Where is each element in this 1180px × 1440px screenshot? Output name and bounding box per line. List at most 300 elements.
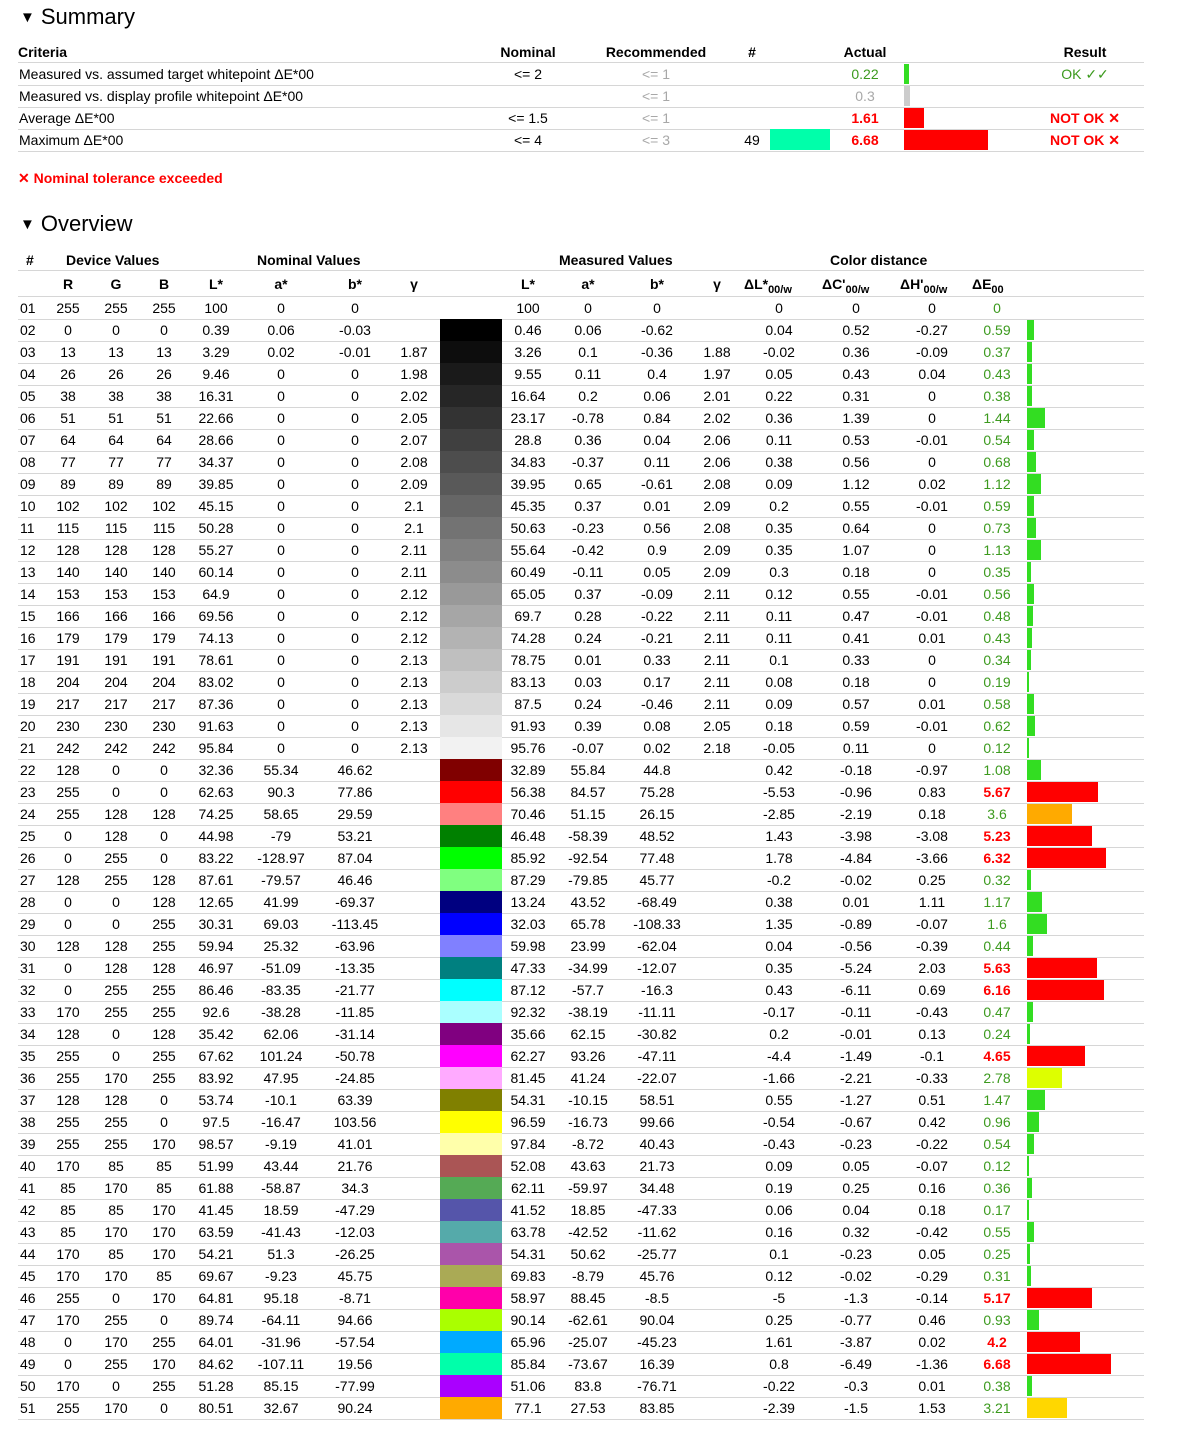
measured-L-cell: 74.28 — [510, 630, 546, 646]
delta-C-cell: -4.84 — [840, 850, 872, 866]
measured-b-cell: 0.17 — [643, 674, 671, 690]
measured-b-cell: 0.9 — [647, 542, 667, 558]
g-cell: 255 — [104, 1312, 128, 1328]
delta-L-cell: 0.11 — [765, 630, 793, 646]
summary-actual-cell: 6.68 — [851, 132, 879, 148]
summary-heading[interactable] — [20, 4, 135, 31]
table-row — [18, 1331, 1144, 1354]
delta-E-cell: 0.43 — [983, 630, 1011, 646]
table-row — [18, 1155, 1144, 1178]
delta-e-bar — [1027, 650, 1031, 670]
g-cell: 166 — [104, 608, 128, 624]
measured-L-cell: 85.92 — [510, 850, 546, 866]
b-cell: 85 — [156, 1158, 172, 1174]
delta-C-cell: -0.23 — [840, 1246, 872, 1262]
delta-e-bar — [1027, 1222, 1034, 1242]
nominal-L-cell: 60.14 — [198, 564, 234, 580]
color-patch-swatch — [440, 1331, 502, 1353]
nominal-a-cell: 25.32 — [263, 938, 299, 954]
color-patch-swatch — [440, 1111, 502, 1133]
nominal-L-cell: 28.66 — [198, 432, 234, 448]
measured-a-cell: -38.19 — [568, 1004, 608, 1020]
delta-E-cell: 0 — [993, 300, 1001, 316]
r-cell: 128 — [56, 938, 80, 954]
nominal-a-cell: 0 — [277, 718, 285, 734]
color-patch-swatch — [440, 297, 502, 319]
measured-b-cell: 45.76 — [639, 1268, 675, 1284]
measured-L-cell: 46.48 — [510, 828, 546, 844]
measured-a-cell: 65.78 — [570, 916, 606, 932]
nominal-b-cell: -8.71 — [339, 1290, 371, 1306]
nominal-gamma-cell: 2.1 — [404, 520, 424, 536]
r-cell: 128 — [56, 542, 80, 558]
measured-a-cell: -62.61 — [568, 1312, 608, 1328]
delta-L-cell: 0.08 — [765, 674, 793, 690]
delta-L-cell: 1.35 — [765, 916, 793, 932]
measured-b-cell: -108.33 — [633, 916, 681, 932]
measured-gamma-cell: 2.06 — [703, 432, 731, 448]
delta-H-cell: 0 — [928, 652, 936, 668]
nominal-b-cell: -0.03 — [339, 322, 371, 338]
nominal-a-cell: -107.11 — [257, 1356, 305, 1372]
nominal-L-cell: 35.42 — [198, 1026, 234, 1042]
delta-e-bar — [1027, 1332, 1080, 1352]
g-cell: 0 — [112, 894, 120, 910]
nominal-L-cell: 78.61 — [198, 652, 234, 668]
g-cell: 255 — [104, 300, 128, 316]
measured-gamma-cell: 2.09 — [703, 542, 731, 558]
delta-C-cell: 0.01 — [842, 894, 870, 910]
delta-E-cell: 0.12 — [983, 740, 1011, 756]
color-patch-swatch — [440, 517, 502, 539]
delta-e-bar — [1027, 1002, 1033, 1022]
delta-C-cell: -0.18 — [840, 762, 872, 778]
r-cell: 0 — [64, 1356, 72, 1372]
r-cell: 128 — [56, 762, 80, 778]
measured-b-cell: -0.22 — [641, 608, 673, 624]
delta-E-cell: 4.65 — [983, 1048, 1011, 1064]
measured-L-cell: 45.35 — [510, 498, 546, 514]
color-patch-swatch — [440, 1045, 502, 1067]
nominal-b-cell: 0 — [351, 608, 359, 624]
delta-L-cell: 0.11 — [765, 432, 793, 448]
measured-L-cell: 87.5 — [514, 696, 542, 712]
summary-title: Summary — [40, 4, 135, 29]
color-patch-swatch — [440, 825, 502, 847]
nominal-b-cell: 0 — [351, 542, 359, 558]
measured-L-cell: 92.32 — [510, 1004, 546, 1020]
delta-L-cell: 0.38 — [765, 894, 793, 910]
nominal-a-cell: -9.23 — [265, 1268, 297, 1284]
summary-actual-cell: 0.3 — [855, 88, 875, 104]
nominal-b-cell: 0 — [351, 564, 359, 580]
column-header-label: ΔH' — [900, 276, 924, 292]
g-cell: 0 — [112, 1290, 120, 1306]
delta-H-cell: 2.03 — [918, 960, 946, 976]
measured-L-cell: 9.55 — [514, 366, 542, 382]
delta-e-bar — [1027, 1046, 1085, 1066]
nominal-a-cell: 0 — [277, 366, 285, 382]
table-row — [18, 1353, 1144, 1376]
summary-header-count: # — [748, 44, 756, 60]
g-cell: 217 — [104, 696, 128, 712]
measured-b-cell: 34.48 — [639, 1180, 675, 1196]
delta-e-bar — [1027, 1266, 1031, 1286]
delta-L-cell: -2.39 — [763, 1400, 795, 1416]
measured-L-cell: 16.64 — [510, 388, 546, 404]
delta-E-cell: 3.21 — [983, 1400, 1011, 1416]
delta-L-cell: 0.06 — [765, 1202, 793, 1218]
b-cell: 255 — [152, 916, 176, 932]
nominal-b-cell: 0 — [351, 740, 359, 756]
delta-L-cell: 0.55 — [765, 1092, 793, 1108]
delta-C-cell: -0.96 — [840, 784, 872, 800]
table-row — [18, 627, 1144, 650]
column-header-label: ΔC' — [822, 276, 846, 292]
measured-gamma-cell: 2.11 — [703, 696, 731, 712]
nominal-b-cell: 45.75 — [337, 1268, 373, 1284]
measured-b-cell: 45.77 — [639, 872, 675, 888]
g-cell: 13 — [108, 344, 124, 360]
g-cell: 255 — [104, 1136, 128, 1152]
nominal-gamma-cell: 2.12 — [400, 630, 428, 646]
delta-e-bar — [1027, 870, 1031, 890]
delta-C-cell: -6.49 — [840, 1356, 872, 1372]
measured-a-cell: -42.52 — [568, 1224, 608, 1240]
delta-e-bar — [1027, 980, 1104, 1000]
nominal-a-cell: -83.35 — [261, 982, 301, 998]
measured-b-cell: -76.71 — [637, 1378, 677, 1394]
measured-a-cell: -73.67 — [568, 1356, 608, 1372]
measured-a-cell: 0.2 — [578, 388, 598, 404]
g-cell: 0 — [112, 762, 120, 778]
measured-b-cell: -11.62 — [637, 1224, 677, 1240]
delta-H-cell: 0 — [928, 410, 936, 426]
color-patch-swatch — [440, 1199, 502, 1221]
b-cell: 0 — [160, 1114, 168, 1130]
index-cell: 27 — [20, 872, 36, 888]
table-row — [18, 825, 1144, 848]
table-row — [18, 451, 1144, 474]
table-row — [18, 1397, 1144, 1420]
nominal-b-cell: -12.03 — [335, 1224, 375, 1240]
g-cell: 170 — [104, 1268, 128, 1284]
delta-e-bar — [1027, 716, 1035, 736]
delta-L-cell: 0.09 — [765, 1158, 793, 1174]
nominal-a-cell: 0 — [277, 410, 285, 426]
measured-b-cell: 0 — [653, 300, 661, 316]
index-cell: 26 — [20, 850, 36, 866]
table-row — [18, 671, 1144, 694]
g-cell: 170 — [104, 1224, 128, 1240]
measured-a-cell: 0.03 — [574, 674, 602, 690]
b-cell: 255 — [152, 938, 176, 954]
b-cell: 255 — [152, 1334, 176, 1350]
delta-L-cell: 0.35 — [765, 542, 793, 558]
collapse-triangle-icon[interactable]: ▼ — [20, 216, 35, 233]
delta-H-cell: 0.51 — [918, 1092, 946, 1108]
index-cell: 33 — [20, 1004, 36, 1020]
index-cell: 36 — [20, 1070, 36, 1086]
measured-a-cell: -0.37 — [572, 454, 604, 470]
measured-L-cell: 54.31 — [510, 1092, 546, 1108]
r-cell: 255 — [56, 784, 80, 800]
color-patch-swatch — [440, 473, 502, 495]
delta-E-cell: 0.55 — [983, 1224, 1011, 1240]
b-cell: 255 — [152, 1378, 176, 1394]
measured-b-cell: 58.51 — [639, 1092, 675, 1108]
delta-e-bar — [1027, 1178, 1032, 1198]
delta-L-cell: 0.11 — [765, 608, 793, 624]
index-cell: 35 — [20, 1048, 36, 1064]
nominal-gamma-cell: 2.11 — [400, 542, 428, 558]
delta-L-cell: 0.25 — [765, 1312, 793, 1328]
delta-H-cell: -0.01 — [916, 718, 948, 734]
delta-E-cell: 0.68 — [983, 454, 1011, 470]
measured-a-cell: 0.37 — [574, 498, 602, 514]
delta-E-cell: 0.12 — [983, 1158, 1011, 1174]
delta-L-cell: 0.04 — [765, 322, 793, 338]
nominal-L-cell: 69.56 — [198, 608, 234, 624]
b-cell: 179 — [152, 630, 176, 646]
table-row — [18, 737, 1144, 760]
nominal-gamma-cell: 2.13 — [400, 696, 428, 712]
table-row — [18, 1023, 1144, 1046]
measured-gamma-cell: 2.08 — [703, 520, 731, 536]
color-patch-swatch — [440, 957, 502, 979]
nominal-b-cell: 0 — [351, 696, 359, 712]
b-cell: 89 — [156, 476, 172, 492]
nominal-b-cell: 0 — [351, 454, 359, 470]
measured-b-cell: -22.07 — [637, 1070, 677, 1086]
color-patch-swatch — [440, 1397, 502, 1419]
delta-L-cell: 0.12 — [765, 1268, 793, 1284]
g-cell: 128 — [104, 960, 128, 976]
measured-gamma-cell: 2.18 — [703, 740, 731, 756]
g-cell: 77 — [108, 454, 124, 470]
nominal-b-cell: 0 — [351, 586, 359, 602]
nominal-L-cell: 84.62 — [198, 1356, 234, 1372]
r-cell: 89 — [60, 476, 76, 492]
delta-L-cell: 0.3 — [769, 564, 789, 580]
nominal-b-cell: -113.45 — [331, 916, 379, 932]
b-cell: 85 — [156, 1180, 172, 1196]
nominal-a-cell: 0 — [277, 696, 285, 712]
measured-b-cell: 0.56 — [643, 520, 671, 536]
collapse-triangle-icon[interactable]: ▼ — [20, 9, 35, 26]
b-cell: 204 — [152, 674, 176, 690]
measured-b-cell: 16.39 — [639, 1356, 675, 1372]
b-cell: 128 — [152, 960, 176, 976]
nominal-a-cell: 0 — [277, 630, 285, 646]
measured-L-cell: 95.76 — [510, 740, 546, 756]
r-cell: 242 — [56, 740, 80, 756]
measured-L-cell: 56.38 — [510, 784, 546, 800]
delta-C-cell: 0.05 — [842, 1158, 870, 1174]
delta-E-cell: 0.38 — [983, 388, 1011, 404]
delta-C-cell: 0.47 — [842, 608, 870, 624]
index-cell: 42 — [20, 1202, 36, 1218]
table-row — [18, 363, 1144, 386]
measured-a-cell: -0.07 — [572, 740, 604, 756]
r-cell: 255 — [56, 1048, 80, 1064]
b-cell: 115 — [152, 520, 176, 536]
nominal-L-cell: 54.21 — [198, 1246, 234, 1262]
delta-C-cell: 0.43 — [842, 366, 870, 382]
r-cell: 179 — [56, 630, 80, 646]
nominal-L-cell: 44.98 — [198, 828, 234, 844]
color-patch-swatch — [440, 1023, 502, 1045]
delta-e-bar — [1027, 1376, 1032, 1396]
nominal-gamma-cell: 2.02 — [400, 388, 428, 404]
delta-L-cell: -0.22 — [763, 1378, 795, 1394]
nominal-b-cell: -13.35 — [335, 960, 375, 976]
summary-count-cell: 49 — [744, 132, 760, 148]
nominal-a-cell: 32.67 — [263, 1400, 299, 1416]
delta-H-cell: 0.01 — [918, 630, 946, 646]
nominal-a-cell: -79.57 — [261, 872, 301, 888]
delta-L-cell: -0.05 — [763, 740, 795, 756]
r-cell: 255 — [56, 1136, 80, 1152]
measured-gamma-cell: 2.05 — [703, 718, 731, 734]
index-cell: 49 — [20, 1356, 36, 1372]
delta-L-cell: -5 — [772, 1290, 786, 1306]
measured-a-cell: 93.26 — [570, 1048, 606, 1064]
delta-E-cell: 0.43 — [983, 366, 1011, 382]
measured-b-cell: -8.5 — [644, 1290, 670, 1306]
delta-C-cell: 0.04 — [842, 1202, 870, 1218]
delta-E-cell: 0.31 — [983, 1268, 1011, 1284]
color-patch-swatch — [440, 891, 502, 913]
nominal-b-cell: 0 — [351, 300, 359, 316]
nominal-L-cell: 87.36 — [198, 696, 234, 712]
table-row — [18, 957, 1144, 980]
r-cell: 0 — [64, 1334, 72, 1350]
table-row — [18, 583, 1144, 606]
measured-b-cell: 0.84 — [643, 410, 671, 426]
measured-gamma-cell: 2.11 — [703, 674, 731, 690]
measured-gamma-cell: 2.08 — [703, 476, 731, 492]
delta-E-cell: 5.63 — [983, 960, 1011, 976]
index-cell: 22 — [20, 762, 36, 778]
measured-L-cell: 83.13 — [510, 674, 546, 690]
delta-E-cell: 0.54 — [983, 432, 1011, 448]
color-patch-swatch — [440, 1089, 502, 1111]
index-cell: 29 — [20, 916, 36, 932]
nominal-L-cell: 98.57 — [198, 1136, 234, 1152]
delta-L-cell: 0.1 — [769, 1246, 789, 1262]
delta-e-bar — [1027, 936, 1033, 956]
r-cell: 166 — [56, 608, 80, 624]
nominal-L-cell: 74.25 — [198, 806, 234, 822]
measured-b-cell: -47.11 — [637, 1048, 677, 1064]
delta-C-cell: 0.18 — [842, 564, 870, 580]
summary-nominal-cell: <= 2 — [513, 66, 543, 82]
nominal-b-cell: -31.14 — [335, 1026, 375, 1042]
delta-L-cell: 0.09 — [765, 476, 793, 492]
b-cell: 77 — [156, 454, 172, 470]
delta-H-cell: -0.97 — [916, 762, 948, 778]
measured-b-cell: 48.52 — [639, 828, 675, 844]
measured-gamma-cell: 2.11 — [703, 586, 731, 602]
r-cell: 204 — [56, 674, 80, 690]
b-cell: 170 — [152, 1290, 176, 1306]
actual-value-bar — [904, 64, 909, 84]
measured-gamma-cell: 2.11 — [703, 652, 731, 668]
column-header-g: G — [110, 276, 122, 292]
summary-header-result: Result — [1063, 44, 1107, 60]
measured-b-cell: 90.04 — [639, 1312, 675, 1328]
index-cell: 30 — [20, 938, 36, 954]
table-row — [18, 561, 1144, 584]
measured-gamma-cell: 2.09 — [703, 564, 731, 580]
delta-E-cell: 0.38 — [983, 1378, 1011, 1394]
delta-e-bar — [1027, 848, 1106, 868]
index-cell: 09 — [20, 476, 36, 492]
delta-E-cell: 6.68 — [983, 1356, 1011, 1372]
table-row — [18, 1067, 1144, 1090]
b-cell: 0 — [160, 762, 168, 778]
nominal-a-cell: -128.97 — [257, 850, 305, 866]
delta-L-cell: 0.2 — [769, 1026, 789, 1042]
nominal-gamma-cell: 2.13 — [400, 652, 428, 668]
delta-e-bar — [1027, 386, 1032, 406]
delta-E-cell: 1.17 — [983, 894, 1011, 910]
measured-b-cell: -0.36 — [641, 344, 673, 360]
color-patch-swatch — [440, 715, 502, 737]
summary-recommended-cell: <= 1 — [641, 66, 671, 82]
delta-H-cell: 1.53 — [918, 1400, 946, 1416]
measured-a-cell: -59.97 — [568, 1180, 608, 1196]
g-cell: 140 — [104, 564, 128, 580]
color-patch-swatch — [440, 935, 502, 957]
column-header-r: R — [62, 276, 74, 292]
b-cell: 0 — [160, 1312, 168, 1328]
nominal-a-cell: 43.44 — [263, 1158, 299, 1174]
nominal-gamma-cell: 1.87 — [400, 344, 428, 360]
color-patch-swatch — [440, 1309, 502, 1331]
nominal-L-cell: 64.81 — [198, 1290, 234, 1306]
actual-value-bar — [904, 130, 988, 150]
r-cell: 140 — [56, 564, 80, 580]
r-cell: 255 — [56, 1114, 80, 1130]
measured-a-cell: -8.79 — [572, 1268, 604, 1284]
delta-H-cell: 0.25 — [918, 872, 946, 888]
measured-a-cell: -92.54 — [568, 850, 608, 866]
b-cell: 170 — [152, 1224, 176, 1240]
nominal-L-cell: 80.51 — [198, 1400, 234, 1416]
measured-b-cell: -0.62 — [641, 322, 673, 338]
color-patch-swatch — [440, 693, 502, 715]
delta-H-cell: -0.01 — [916, 498, 948, 514]
g-cell: 85 — [108, 1246, 124, 1262]
delta-C-cell: 0.18 — [842, 674, 870, 690]
overview-heading[interactable] — [20, 211, 133, 238]
delta-H-cell: -3.08 — [916, 828, 948, 844]
delta-H-cell: -0.22 — [916, 1136, 948, 1152]
b-cell: 166 — [152, 608, 176, 624]
delta-e-bar — [1027, 1090, 1045, 1110]
measured-L-cell: 85.84 — [510, 1356, 546, 1372]
color-patch-swatch — [440, 1067, 502, 1089]
measured-gamma-cell: 1.88 — [703, 344, 731, 360]
b-cell: 128 — [152, 872, 176, 888]
g-cell: 0 — [112, 916, 120, 932]
measured-L-cell: 69.83 — [510, 1268, 546, 1284]
color-patch-swatch — [440, 1133, 502, 1155]
nominal-a-cell: -38.28 — [261, 1004, 301, 1020]
delta-e-bar — [1027, 1398, 1067, 1418]
